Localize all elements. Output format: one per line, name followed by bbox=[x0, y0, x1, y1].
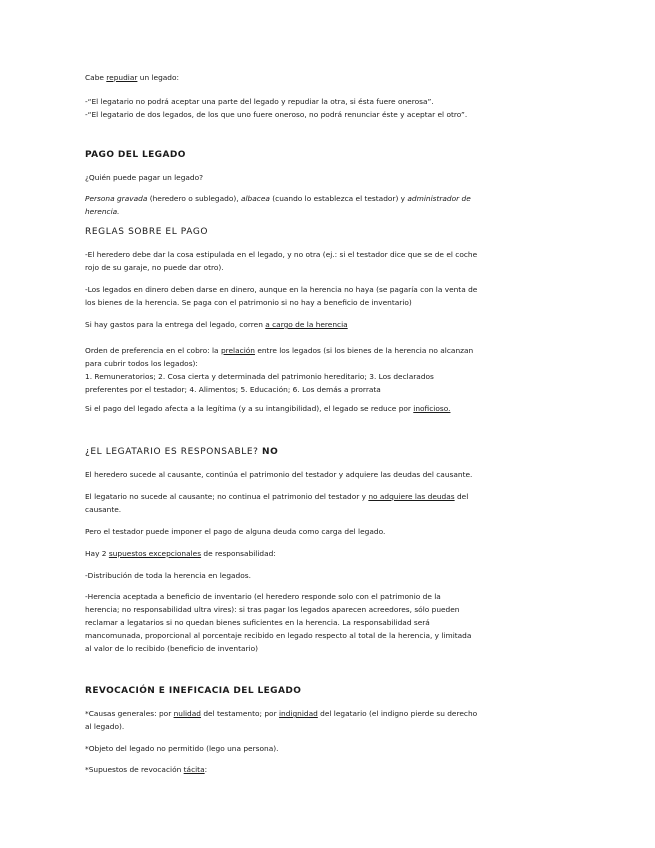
pago-heading: PAGO DEL LEGADO bbox=[85, 150, 186, 160]
reglas-p4 bbox=[85, 344, 517, 396]
reglas-p4-line2: para cubrir todos los legados): bbox=[85, 359, 198, 368]
reglas-p2-line2: los bienes de la herencia. Se paga con el patrimonio si no hay a beneficio de inventario) bbox=[85, 298, 412, 307]
responsable-p6-line5: al valor de lo recibido (beneficio de inventario) bbox=[85, 644, 259, 653]
quote-2: -“El legatario de dos legados, de los que uno fuere oneroso, no podrá renunciar éste y aceptar el otro”. bbox=[85, 110, 468, 119]
responsable-p6-line4: mancomunada, proporcional al porcentaje recibido en legado respecto al total de la herencia, y limitada bbox=[85, 631, 472, 640]
revocacion-p1-e: del legatario (el indigno pierde su derecho bbox=[317, 709, 478, 718]
reglas-p5-pre: Si el pago del legado afecta a la legítima (y a su intangibilidad), el legado se reduce por bbox=[85, 404, 414, 413]
responsable-p2-post: del bbox=[454, 492, 469, 501]
responsable-p1: El heredero sucede al causante, continúa el patrimonio del testador y adquiere las deudas del causante. bbox=[85, 470, 473, 479]
intro-paragraph bbox=[85, 71, 517, 84]
indignidad-link: indignidad bbox=[278, 709, 318, 718]
responsable-p6 bbox=[85, 590, 517, 655]
responsable-p5: -Distribución de toda la herencia en legados. bbox=[85, 571, 251, 580]
revocacion-p3-post: : bbox=[204, 765, 208, 774]
responsable-p2-line2: causante. bbox=[85, 505, 122, 514]
pago-who-b: (heredero o sublegado), bbox=[147, 194, 241, 203]
supuestos-link: supuestos excepcionales bbox=[108, 549, 202, 558]
revocacion-p2: *Objeto del legado no permitido (lego una persona). bbox=[85, 744, 279, 753]
revocacion-p3-pre: *Supuestos de revocación bbox=[85, 765, 184, 774]
responsable-p6-line3: reclamar a legatarios si no quedan bienes suficientes en la herencia. La responsabilidad será bbox=[85, 618, 430, 627]
prelacion-link: prelación bbox=[220, 346, 255, 355]
responsable-p3: Pero el testador puede imponer el pago de alguna deuda como carga del legado. bbox=[85, 527, 386, 536]
responsable-title: ¿EL LEGATARIO ES RESPONSABLE? bbox=[85, 447, 262, 457]
responsable-answer: NO bbox=[262, 447, 279, 457]
reglas-p5 bbox=[85, 402, 517, 415]
responsable-p2 bbox=[85, 490, 517, 516]
reglas-p4-post: entre los legados (si los bienes de la herencia no alcanzan bbox=[254, 346, 474, 355]
responsable-p4-pre: Hay 2 bbox=[85, 549, 109, 558]
revocacion-p1 bbox=[85, 707, 517, 733]
intro-post: un legado: bbox=[137, 73, 179, 82]
intro-pre: Cabe bbox=[85, 73, 107, 82]
persona-gravada: Persona gravada bbox=[85, 194, 148, 203]
responsable-heading bbox=[85, 447, 278, 457]
inoficioso-link: inoficioso. bbox=[413, 404, 451, 413]
reglas-p4-line4: preferentes por el testador; 4. Alimentos; 5. Educación; 6. Los demás a prorrata bbox=[85, 385, 381, 394]
nulidad-link: nulidad bbox=[173, 709, 201, 718]
responsable-p6-line1: -Herencia aceptada a beneficio de inventario (el heredero responde solo con el patrimonio de la bbox=[85, 592, 441, 601]
reglas-p1-line2: rojo de su garaje, no puede dar otro). bbox=[85, 263, 224, 272]
reglas-p3 bbox=[85, 318, 517, 331]
responsable-p4-post: de responsabilidad: bbox=[201, 549, 276, 558]
tacita-link: tácita bbox=[183, 765, 205, 774]
reglas-p4-pre: Orden de preferencia en el cobro: la bbox=[85, 346, 221, 355]
responsable-p2-pre: El legatario no sucede al causante; no continua el patrimonio del testador y bbox=[85, 492, 369, 501]
revocacion-p1-c: del testamento; por bbox=[200, 709, 279, 718]
intro-quotes bbox=[85, 95, 517, 121]
reglas-p2 bbox=[85, 283, 517, 309]
repudiar-link: repudiar bbox=[106, 73, 138, 82]
albacea: albacea bbox=[240, 194, 270, 203]
a-cargo-link: a cargo de la herencia bbox=[265, 320, 348, 329]
revocacion-p1-a: *Causas generales: por bbox=[85, 709, 174, 718]
revocacion-heading: REVOCACIÓN E INEFICACIA DEL LEGADO bbox=[85, 686, 302, 696]
pago-who-d: (cuando lo establezca el testador) y bbox=[269, 194, 408, 203]
administrador: administrador de bbox=[407, 194, 471, 203]
herencia-word: herencia. bbox=[85, 207, 120, 216]
reglas-p1-line1: -El heredero debe dar la cosa estipulada en el legado, y no otra (ej.: si el testador dice que se de el coche bbox=[85, 250, 478, 259]
revocacion-p1-line2: al legado). bbox=[85, 722, 125, 731]
reglas-p2-line1: -Los legados en dinero deben darse en dinero, aunque en la herencia no haya (se pagaría con la venta de bbox=[85, 285, 478, 294]
pago-who bbox=[85, 192, 517, 218]
reglas-p4-line3: 1. Remuneratorios; 2. Cosa cierta y determinada del patrimonio hereditario; 3. Los declarados bbox=[85, 372, 434, 381]
responsable-p6-line2: herencia; no responsabilidad ultra vires): si tras pagar los legados aparecen acreedores, sólo pueden bbox=[85, 605, 460, 614]
reglas-p1 bbox=[85, 248, 517, 274]
pago-question: ¿Quién puede pagar un legado? bbox=[85, 173, 204, 182]
responsable-p4 bbox=[85, 547, 517, 560]
quote-1: -“El legatario no podrá aceptar una parte del legado y repudiar la otra, si ésta fuere onerosa”. bbox=[85, 97, 434, 106]
no-adquiere-link: no adquiere las deudas bbox=[368, 492, 455, 501]
reglas-heading: REGLAS SOBRE EL PAGO bbox=[85, 227, 209, 237]
revocacion-p3 bbox=[85, 763, 517, 776]
reglas-p3-pre: Si hay gastos para la entrega del legado, corren bbox=[85, 320, 266, 329]
